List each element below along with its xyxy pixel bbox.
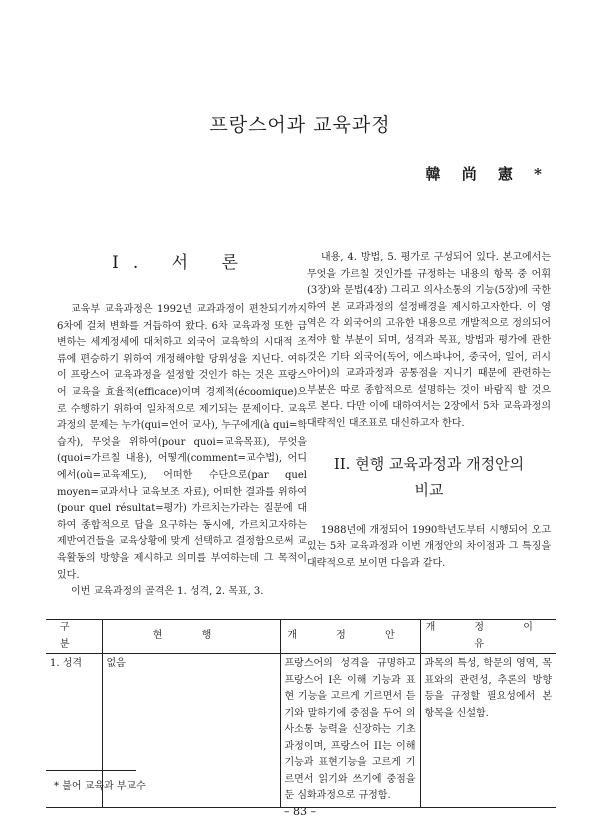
table-header: 구 분	[46, 620, 102, 654]
section-heading-introduction: I. 서 론	[112, 253, 252, 273]
table-cell-current: 없음	[102, 654, 280, 808]
paragraph: 내용, 4. 방법, 5. 평가로 구성되어 있다. 본고에서는 무엇을 가르칠 것인가를 규정하는 내용의 항목 중 어휘(3장)와 문법(4장) 그리고 의사소통의 기능(5장)에 국한하여 본 교과과정의 설정배경을 제시하고자한다. 이 영역은 각 외국어의 고유한 내용으로 개발적으로 정의되어져야 할 부분이 되며, 성격과 목표, 방법과 평가에 관한 것은 기타 외국어(독어, 에스파냐어, 중국어, 일어, 러시아어)의 교과과정과 공통점을 지니기 때문에 관련하는 부분은 따로 종합적으로 설명하는 것이 바람직 할 것으로 본다. 다만 이에 대하여서는 2장에서 5차 교육과정의 대략적인 대조표로 대신하고자 한다.	[307, 252, 551, 429]
table-cell-category: 1. 성격	[46, 654, 102, 808]
table-header: 개 정 이 유	[420, 620, 556, 654]
section-heading-line: 비교	[414, 480, 444, 499]
paragraph: 교육부 교육과정은 1992년 교과과정이 편찬되기까지 6차에 걸쳐 변화를 거듭하여 왔다. 6차 교육과정 또한 급변하는 세계정세에 대처하고 외국어 교육학의 시대적 조류에 편승하기 위하여 개정해야할 당위성을 지닌다. 여하이 프랑스어 교육과정을 설정할 것인가 하는 것은 프랑스어 교육을 효율적(efficace)이며 경제적(écoomique)으로 수행하기 위하여 일차적으로 제기되는 문제이다. 교육과정의 문제는 누가(qui=언어 교사), 누구에게(à qui=학습자), 무엇을 위하여(pour quoi=교육목표), 무엇을(quoi=가르칠 내용), 어떻게(comment=교수법), 어디에서(où=교육제도), 어떠한 수단으로(par quel moyen=교과서나 교육보조 자료), 어떠한 결과를 위하여(pour quel résultat=평가) 가르치는가라는 질문에 대하여 종합적으로 답을 요구하는 동시에, 가르치고자하는 제반여건들을 교육상황에 맞게 선택하고 결정함으로써 교육활동의 방향을 제시하고 의미를 부여하는데 그 목적이 있다.	[57, 304, 307, 581]
table-cell-reason: 과목의 특성, 학문의 영역, 목표와의 관련성, 추론의 방향 등을 규정할 필요성에서 본 항목을 신설함.	[420, 654, 556, 808]
paragraph: 1988년에 개정되어 1990학년도부터 시행되어 오고있는 5차 교육과정과 이번 개정안의 차이점과 그 특징을 대략적으로 보이면 다음과 같다.	[307, 524, 551, 569]
table-header: 개 정 안	[280, 620, 420, 654]
paper-title: 프랑스어과 교육과정	[209, 114, 391, 136]
table-cell-revised: 프랑스어의 성격을 규명하고 프랑스어 I은 이해 기능과 표현 기능을 고르게 기르면서 듣기와 말하기에 중점을 두어 의사소통 능력을 신장하는 기초과정이며, 프랑스어 II는 이해 기능과 표현기능을 고르게 기르면서 읽기와 쓰기에 중점을 둔 심화과정으로 규정함.	[280, 654, 420, 808]
left-column	[57, 250, 307, 601]
table-header: 현 행	[102, 620, 280, 654]
section-heading-line: II. 현행 교육과정과 개정안의	[333, 454, 525, 473]
footnote: * 불어 교육과 부교수	[54, 781, 146, 792]
page-number: – 83 –	[284, 805, 316, 818]
right-column	[307, 250, 551, 572]
author-name: 韓 尚 憲 *	[425, 165, 550, 183]
paragraph: 이번 교육과정의 골격은 1. 성격, 2. 목표, 3.	[71, 586, 264, 598]
section-heading-comparison	[307, 451, 551, 503]
footnote-divider	[46, 770, 136, 771]
table-header-row	[46, 620, 556, 654]
